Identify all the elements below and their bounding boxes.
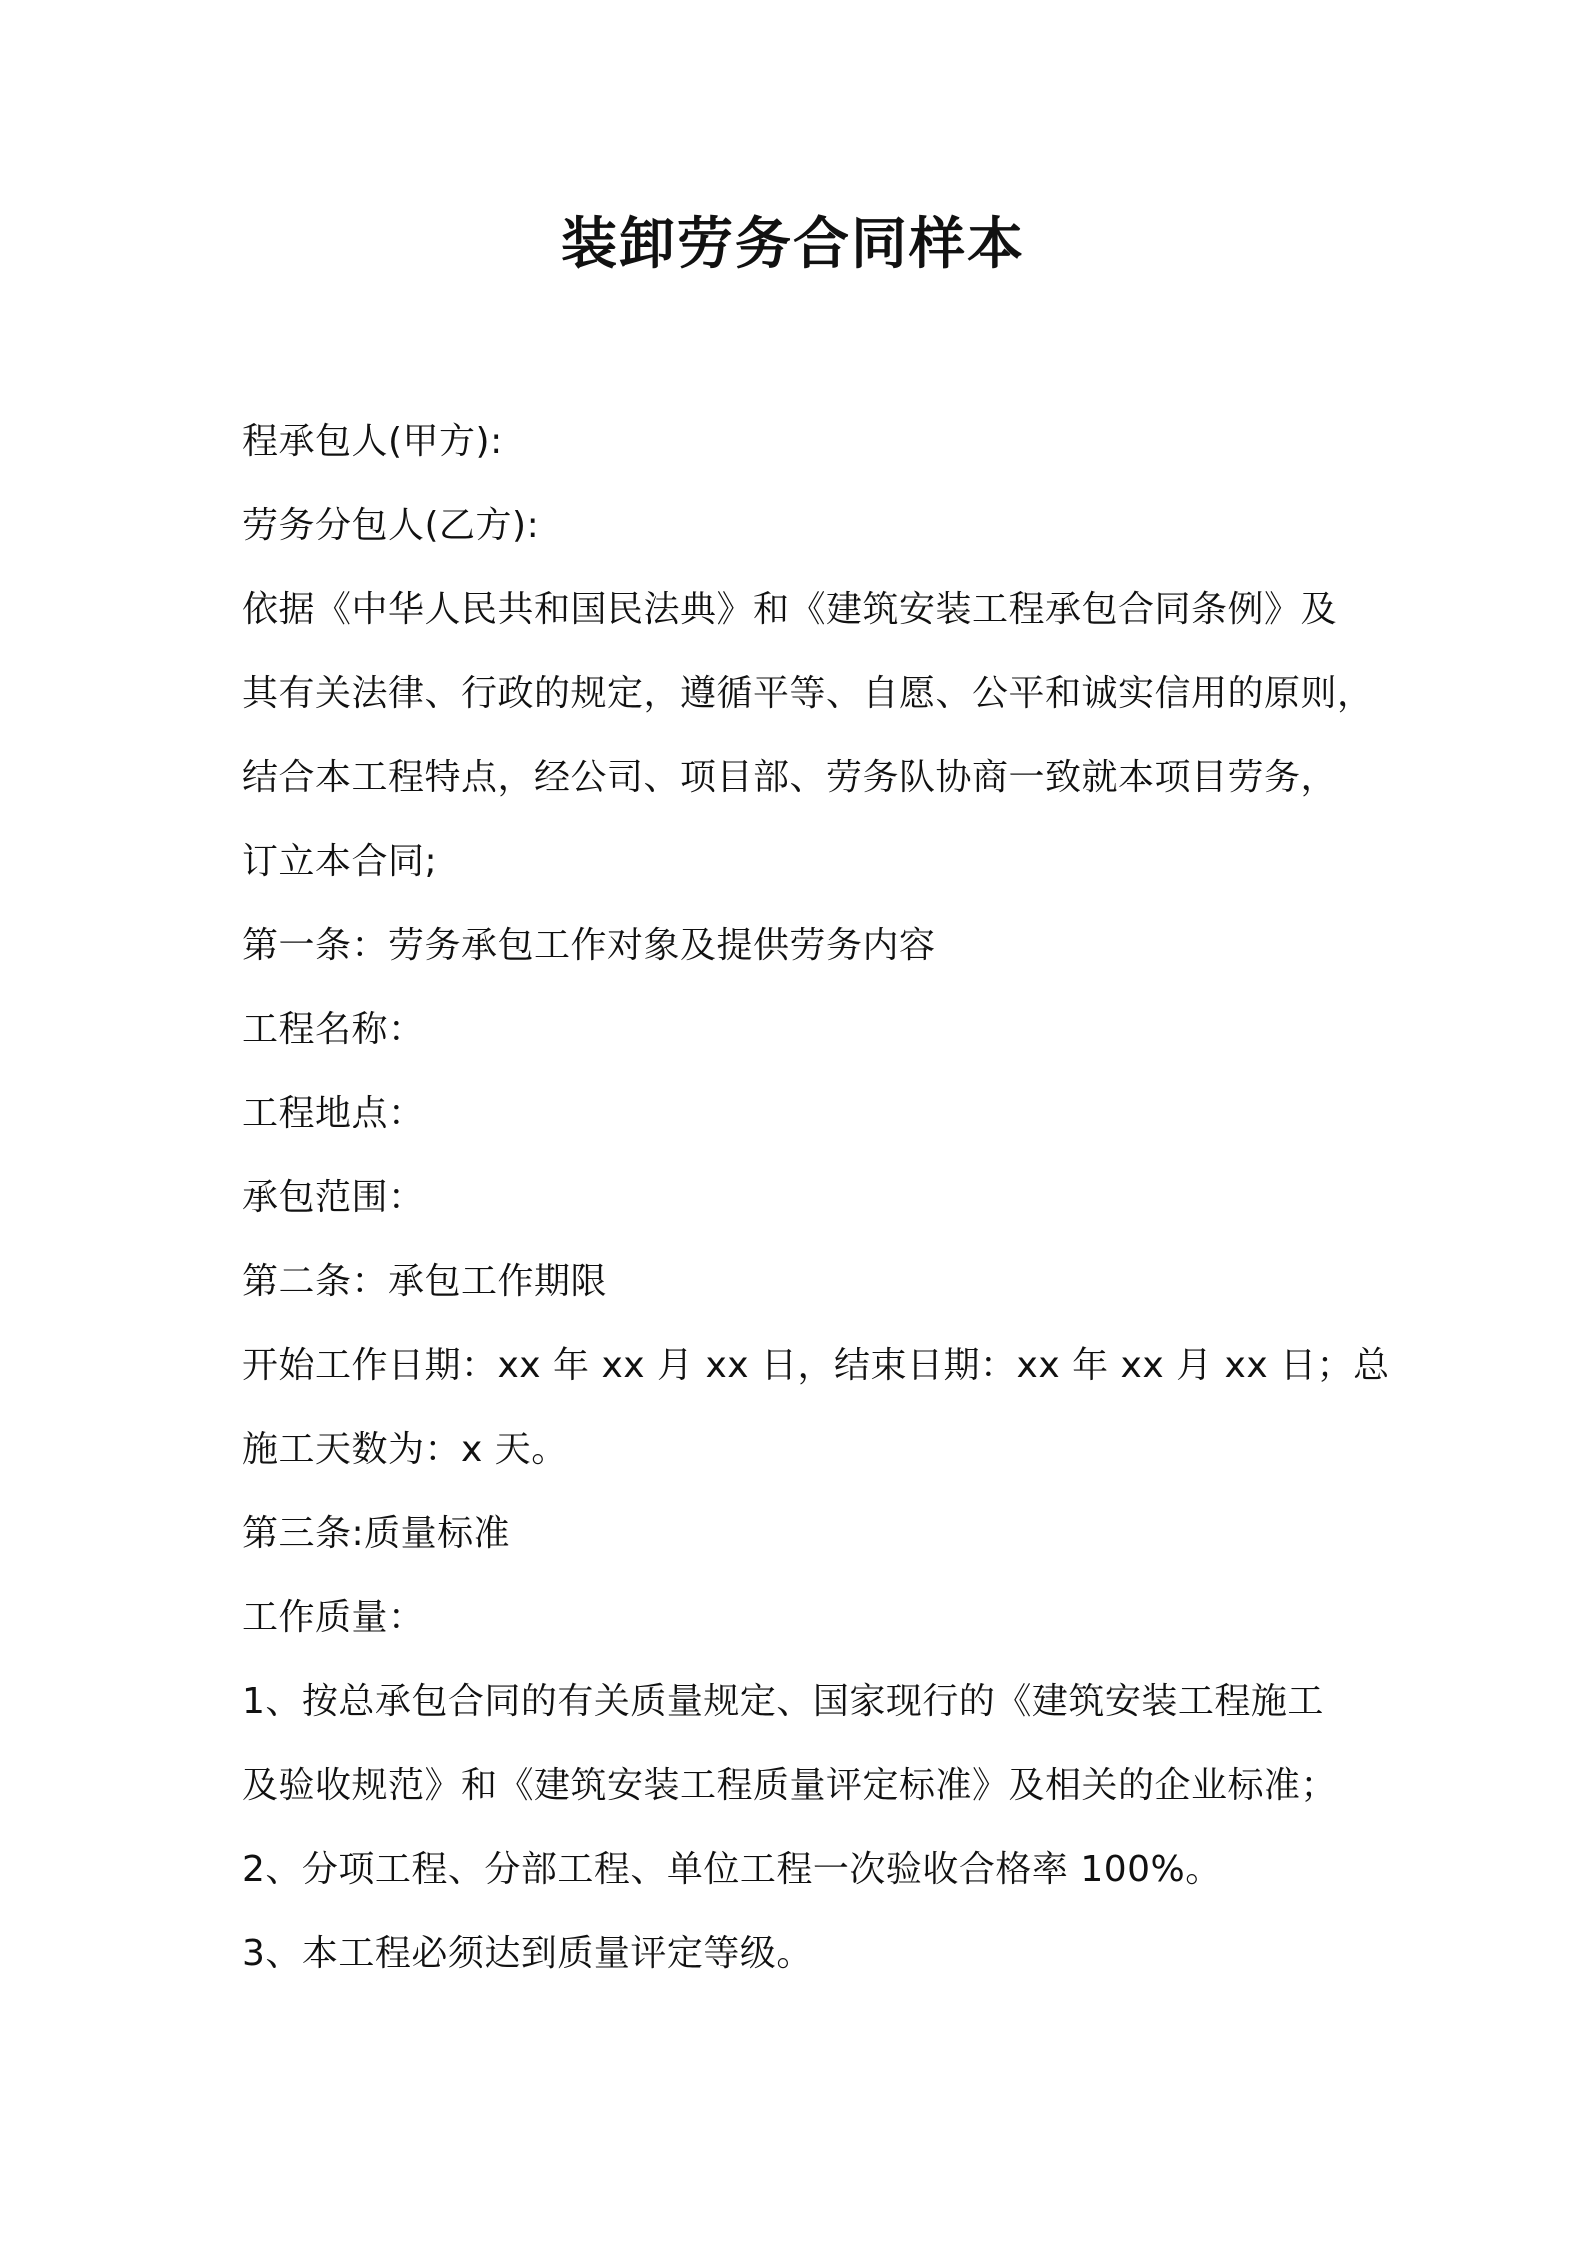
document-body xyxy=(242,400,1390,1996)
preamble-line-1: 依据《中华人民共和国民法典》和《建筑安装工程承包合同条例》及 xyxy=(242,589,1338,630)
quality-item-1-line-2: 及验收规范》和《建筑安装工程质量评定标准》及相关的企业标准； xyxy=(242,1765,1338,1806)
document-title: 装卸劳务合同样本 xyxy=(561,212,1025,277)
quality-item-2: 2、分项工程、分部工程、单位工程一次验收合格率 100%。 xyxy=(242,1849,1222,1890)
article-2-heading: 第二条：承包工作期限 xyxy=(242,1261,608,1302)
project-name-line: 工程名称： xyxy=(242,1009,425,1050)
work-period-line-1: 开始工作日期：xx 年 xx 月 xx 日，结束日期：xx 年 xx 月 xx 日；总 xyxy=(242,1345,1390,1386)
work-quality-line: 工作质量： xyxy=(242,1597,425,1638)
project-location-line: 工程地点： xyxy=(242,1093,425,1134)
quality-item-1-line-1: 1、按总承包合同的有关质量规定、国家现行的《建筑安装工程施工 xyxy=(242,1681,1324,1722)
quality-item-3: 3、本工程必须达到质量评定等级。 xyxy=(242,1933,813,1974)
party-a-line: 程承包人(甲方): xyxy=(242,421,503,462)
work-period-line-2: 施工天数为：x 天。 xyxy=(242,1429,568,1470)
contract-scope-line: 承包范围： xyxy=(242,1177,425,1218)
preamble-line-4: 订立本合同; xyxy=(242,841,438,882)
party-b-line: 劳务分包人(乙方): xyxy=(242,505,540,546)
article-3-heading: 第三条:质量标准 xyxy=(242,1513,511,1554)
preamble-line-2: 其有关法律、行政的规定，遵循平等、自愿、公平和诚实信用的原则， xyxy=(242,673,1374,714)
article-1-heading: 第一条：劳务承包工作对象及提供劳务内容 xyxy=(242,925,936,966)
preamble-line-3: 结合本工程特点，经公司、项目部、劳务队协商一致就本项目劳务， xyxy=(242,757,1338,798)
